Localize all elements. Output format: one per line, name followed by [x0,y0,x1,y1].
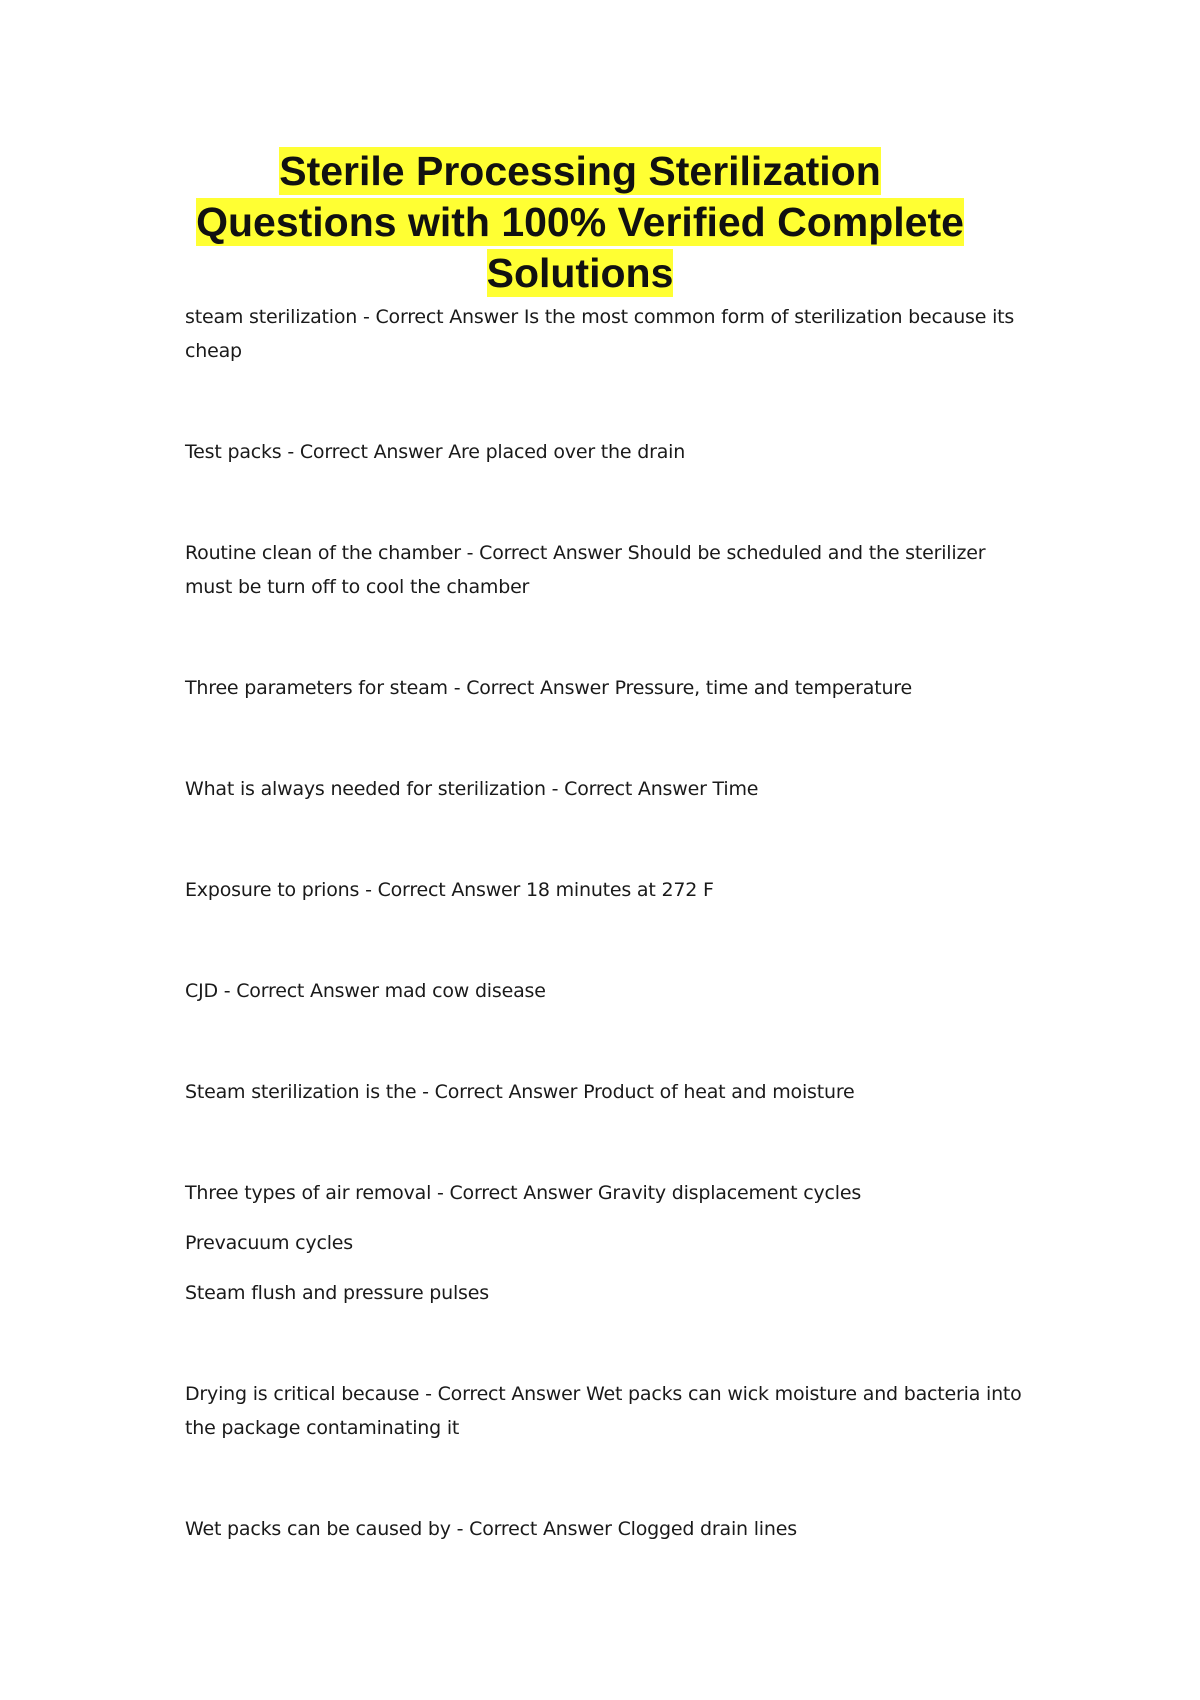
qa-item-text: Exposure to prions - Correct Answer 18 minutes at 272 F [185,879,714,901]
qa-item-text: Three parameters for steam - Correct Answer Pressure, time and temperature [185,677,912,699]
qa-item-text: Three types of air removal - Correct Answer Gravity displacement cycles [185,1182,862,1204]
document-title [150,146,1010,299]
qa-item-text: Steam sterilization is the - Correct Answer Product of heat and moisture [185,1081,855,1103]
qa-item [185,671,1025,705]
qa-item-text: What is always needed for sterilization - Correct Answer Time [185,778,759,800]
qa-item [185,1075,1025,1109]
qa-item [185,873,1025,907]
qa-item [185,772,1025,806]
qa-item-text: Routine clean of the chamber - Correct Answer Should be scheduled and the sterilizer must be turn off to cool the chamber [185,542,986,598]
qa-item-text: Test packs - Correct Answer Are placed over the drain [185,441,686,463]
qa-item-extra-line: Steam flush and pressure pulses [185,1282,489,1304]
qa-item-text: Wet packs can be caused by - Correct Answer Clogged drain lines [185,1518,797,1540]
qa-list [185,300,1025,1613]
qa-item [185,1512,1025,1546]
title-line-1: Sterile Processing Sterilization [279,148,881,194]
qa-item-text: CJD - Correct Answer mad cow disease [185,980,546,1002]
title-line-3: Solutions [486,250,674,296]
qa-item [185,300,1025,368]
qa-item [185,1377,1025,1445]
qa-item-text: steam sterilization - Correct Answer Is the most common form of sterilization because its cheap [185,306,1015,362]
qa-item [185,435,1025,469]
qa-item [185,974,1025,1008]
qa-item [185,536,1025,604]
qa-item-extra-line: Prevacuum cycles [185,1232,353,1254]
qa-item [185,1176,1025,1310]
title-line-2: Questions with 100% Verified Complete [196,199,964,245]
qa-item-text: Drying is critical because - Correct Answer Wet packs can wick moisture and bacteria into the package contaminating it [185,1383,1022,1439]
